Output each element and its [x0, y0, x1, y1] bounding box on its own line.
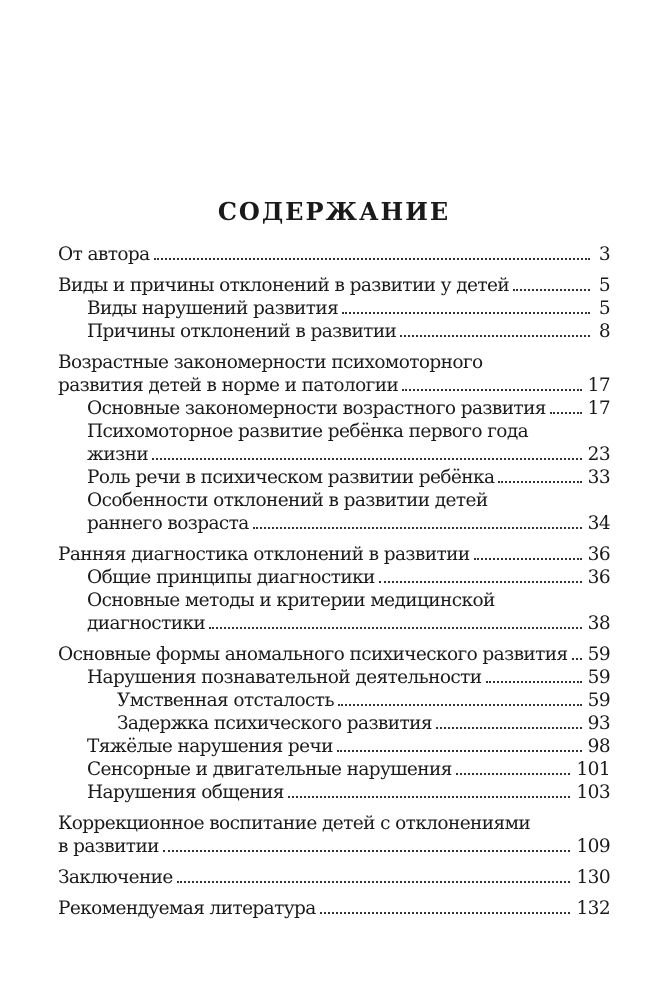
toc-entry-title: Коррекционное воспитание детей с отклонениями: [58, 813, 531, 834]
toc-entry: [58, 589, 610, 635]
toc-page-number: 59: [587, 690, 610, 711]
toc-entry: [58, 489, 610, 535]
toc-page-number: 101: [576, 759, 610, 780]
dot-leader: [209, 626, 582, 629]
toc-entry-title: Рекомендуемая литература: [58, 898, 316, 919]
toc-entry-title: Нарушения общения: [87, 782, 284, 803]
toc-page-number: 109: [576, 836, 610, 857]
toc-entry-title: Тяжёлые нарушения речи: [87, 736, 333, 757]
table-of-contents: [58, 243, 610, 920]
toc-entry-title: Виды и причины отклонений в развитии у детей: [58, 275, 510, 296]
toc-entry-title: Основные закономерности возрастного развития: [87, 398, 546, 419]
toc-entry: [58, 566, 610, 589]
toc-entry: [58, 866, 610, 889]
dot-leader: [163, 849, 571, 852]
toc-entry: [58, 397, 610, 420]
toc-entry-title: От автора: [58, 244, 150, 265]
toc-page-number: 98: [587, 736, 610, 757]
dot-leader: [177, 880, 571, 883]
toc-entry-title: Психомоторное развитие ребёнка первого года: [87, 421, 529, 442]
toc-entry-title: Причины отклонений в развитии: [87, 321, 397, 342]
toc-entry: [58, 735, 610, 758]
toc-page-number: 23: [587, 444, 610, 465]
toc-entry-title: Виды нарушений развития: [87, 298, 339, 319]
toc-entry: [58, 758, 610, 781]
toc-entry-title: Заключение: [58, 867, 173, 888]
toc-entry: [58, 666, 610, 689]
dot-leader: [572, 657, 582, 660]
toc-entry: [58, 420, 610, 466]
toc-entry: [58, 466, 610, 489]
toc-entry: [58, 274, 610, 297]
toc-page-number: 17: [587, 398, 610, 419]
toc-title: СОДЕРЖАНИЕ: [217, 197, 451, 226]
toc-entry: [58, 897, 610, 920]
dot-leader: [498, 480, 581, 483]
toc-page-number: 59: [587, 644, 610, 665]
toc-entry-title: Нарушения познавательной деятельности: [87, 667, 482, 688]
toc-page-number: 17: [587, 375, 610, 396]
dot-leader: [456, 772, 571, 775]
dot-leader: [379, 580, 582, 583]
toc-entry: [58, 297, 610, 320]
toc-page-number: 34: [587, 513, 610, 534]
dot-leader: [338, 703, 582, 706]
toc-entry-title: Задержка психического развития: [117, 713, 432, 734]
toc-entry: [58, 543, 610, 566]
toc-entry-title: диагностики: [87, 613, 206, 634]
toc-entry-title: Роль речи в психическом развитии ребёнка: [87, 467, 495, 488]
toc-entry: [58, 643, 610, 666]
dot-leader: [253, 526, 582, 529]
toc-page-number: 103: [576, 782, 610, 803]
toc-entry: [58, 243, 610, 266]
dot-leader: [320, 911, 571, 914]
toc-entry-title: в развитии: [58, 836, 159, 857]
toc-entry-title: Особенности отклонений в развитии детей: [87, 490, 488, 511]
toc-entry-title: Основные методы и критерии медицинской: [87, 590, 495, 611]
dot-leader: [152, 457, 582, 460]
dot-leader: [154, 257, 590, 260]
dot-leader: [402, 388, 581, 391]
dot-leader: [513, 288, 590, 291]
toc-entry: [58, 812, 610, 858]
toc-page-number: 36: [587, 567, 610, 588]
toc-entry: [58, 781, 610, 804]
toc-page-number: 36: [587, 544, 610, 565]
dot-leader: [486, 680, 582, 683]
toc-entry-title: жизни: [87, 444, 149, 465]
toc-page-number: 38: [587, 613, 610, 634]
toc-entry: [58, 712, 610, 735]
toc-entry-title: Сенсорные и двигательные нарушения: [87, 759, 452, 780]
toc-page-number: 130: [576, 867, 610, 888]
toc-page-number: 33: [587, 467, 610, 488]
toc-page-number: 59: [587, 667, 610, 688]
toc-entry-title: Умственная отсталость: [117, 690, 334, 711]
toc-entry: [58, 689, 610, 712]
dot-leader: [288, 795, 571, 798]
toc-entry-title: раннего возраста: [87, 513, 249, 534]
toc-entry-title: развития детей в норме и патологии: [58, 375, 399, 396]
dot-leader: [474, 557, 582, 560]
dot-leader: [337, 749, 582, 752]
dot-leader: [550, 411, 582, 414]
toc-page-number: 8: [598, 321, 610, 342]
toc-page-number: 93: [587, 713, 610, 734]
toc-page-number: 5: [598, 275, 610, 296]
dot-leader: [342, 311, 590, 314]
toc-entry-title: Общие принципы диагностики: [87, 567, 375, 588]
dot-leader: [400, 334, 590, 337]
toc-entry-title: Возрастные закономерности психомоторного: [58, 352, 483, 373]
toc-entry: [58, 320, 610, 343]
toc-entry-title: Ранняя диагностика отклонений в развитии: [58, 544, 470, 565]
dot-leader: [436, 726, 582, 729]
toc-entry: [58, 351, 610, 397]
toc-page-number: 5: [598, 298, 610, 319]
toc-page-number: 3: [598, 244, 610, 265]
toc-page-number: 132: [576, 898, 610, 919]
toc-entry-title: Основные формы аномального психического развития: [58, 644, 568, 665]
